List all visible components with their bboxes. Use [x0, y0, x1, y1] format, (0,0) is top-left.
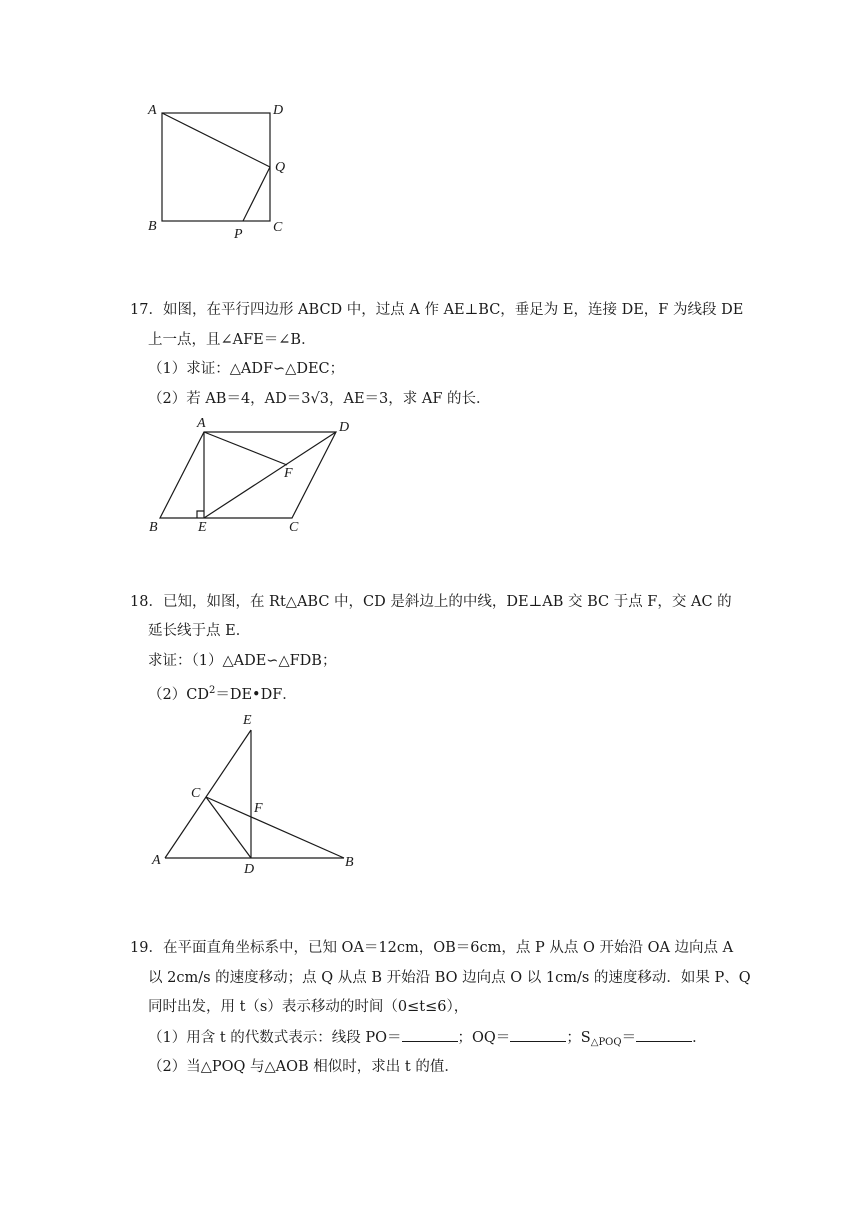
right-angle-mark [197, 511, 204, 518]
segment-cb [206, 797, 344, 858]
q19-part1-eq: ＝ [621, 1030, 637, 1046]
q18-line2: 延长线于点 E． [148, 623, 251, 639]
square-figure [140, 95, 300, 245]
q17-part2 [148, 389, 758, 409]
q19-part2: （2）当△POQ 与△AOB 相似时，求出 t 的值． [148, 1059, 459, 1075]
q17-part2-suffix: ，AE＝3，求 AF 的长． [329, 391, 491, 407]
square-abcd [162, 113, 270, 221]
label-e: E [198, 520, 207, 535]
parallelogram-figure [140, 413, 370, 538]
segment-ae [165, 730, 251, 858]
q19-line3: 同时出发，用 t（s）表示移动的时间（0≤t≤6）， [148, 999, 469, 1015]
q19-line2: 以 2cm/s 的速度移动；点 Q 从点 B 开始沿 BO 边向点 O 以 1cm/s 的速度移动．如果 P、Q [148, 970, 751, 986]
q18-part1: 求证：（1）△ADE∽△FDB； [148, 653, 337, 669]
q19-part1 [148, 1027, 758, 1053]
q17-line1: 17．如图，在平行四边形 ABCD 中，过点 A 作 AE⊥BC，垂足为 E，连接 DE，F 为线段 DE [130, 302, 744, 318]
q18-part2-suffix: ＝DE•DF． [215, 687, 297, 703]
q19-s-subscript: △POQ [590, 1037, 622, 1048]
label-a: A [148, 103, 157, 118]
q18-part2 [148, 681, 758, 705]
segment-qp [243, 167, 270, 221]
q17-radical: 3√3 [301, 391, 329, 407]
label-a: A [152, 853, 161, 868]
label-d: D [339, 420, 350, 435]
label-b: B [148, 219, 157, 234]
label-a: A [197, 416, 206, 431]
blank-oq[interactable] [510, 1027, 566, 1042]
label-e: E [243, 713, 252, 728]
label-q: Q [275, 160, 286, 175]
q19-part1-s: ；S [566, 1030, 591, 1046]
q18-part2-prefix: （2）CD [148, 687, 209, 703]
triangle-figure [140, 705, 370, 880]
q17-part1: （1）求证：△ADF∽△DEC； [148, 361, 345, 377]
q19-line1: 19．在平面直角坐标系中，已知 OA＝12cm，OB＝6cm，点 P 从点 O 开始沿 OA 边向点 A [130, 940, 734, 956]
segment-ed [204, 432, 336, 518]
q17-line2: 上一点，且∠AFE＝∠B． [148, 332, 316, 348]
q17-part2-prefix: （2）若 AB＝4，AD＝ [148, 391, 302, 407]
label-b: B [149, 520, 158, 535]
label-c: C [289, 520, 299, 535]
q19-part1-end: ． [692, 1030, 707, 1046]
label-f: F [284, 466, 293, 481]
segment-af [204, 432, 287, 465]
segment-aq [162, 113, 270, 167]
q18-line1: 18．已知，如图，在 Rt△ABC 中，CD 是斜边上的中线，DE⊥AB 交 BC 于点 F，交 AC 的 [130, 594, 732, 610]
blank-area[interactable] [636, 1027, 692, 1042]
q18-exponent: 2 [208, 685, 216, 696]
label-c: C [273, 220, 283, 235]
label-f: F [254, 801, 263, 816]
parallelogram-abcd [160, 432, 336, 518]
label-p: P [234, 227, 243, 242]
blank-po[interactable] [402, 1027, 458, 1042]
q19-part1-text: （1）用含 t 的代数式表示：线段 PO＝ [148, 1030, 402, 1046]
label-d: D [273, 103, 284, 118]
q19-part1-oq: ；OQ＝ [457, 1030, 511, 1046]
label-c: C [191, 786, 201, 801]
segment-cd [206, 797, 251, 858]
label-b: B [345, 855, 354, 870]
label-d: D [244, 862, 255, 877]
